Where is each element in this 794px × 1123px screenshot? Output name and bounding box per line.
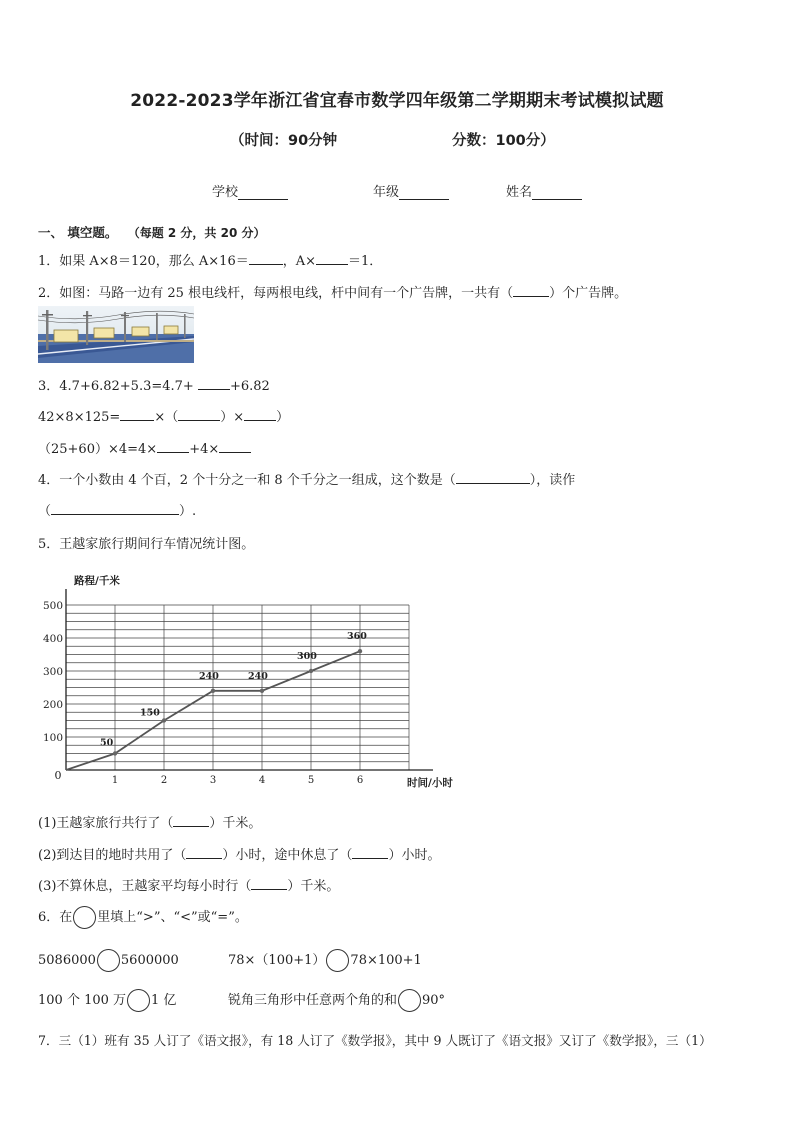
q6-r1-right-a: 78×（100+1） bbox=[228, 953, 326, 968]
y-tick-label: 400 bbox=[42, 633, 63, 645]
school-blank[interactable] bbox=[238, 185, 288, 200]
q1-text-b: ，A× bbox=[282, 254, 317, 269]
question-4-line-1 bbox=[38, 469, 575, 488]
q5-sub2-text-b: ）小时，途中休息了（ bbox=[222, 848, 353, 863]
data-point bbox=[309, 669, 313, 673]
q5-sub2-text-a: (2)到达目的地时共用了（ bbox=[38, 848, 187, 863]
x-tick-label: 1 bbox=[111, 775, 119, 786]
q5-sub3-text-b: ）千米。 bbox=[287, 879, 340, 894]
question-3-line-3 bbox=[38, 438, 251, 457]
q3-blank-2[interactable] bbox=[120, 408, 154, 421]
q5-sub1-text-a: (1)王越家旅行共行了（ bbox=[38, 816, 174, 831]
q3-blank-5[interactable] bbox=[157, 440, 189, 453]
school-field[interactable] bbox=[212, 181, 288, 200]
data-label: 150 bbox=[140, 707, 160, 719]
q6-text-a: 6．在 bbox=[38, 910, 73, 925]
y-tick-label: 300 bbox=[42, 666, 63, 678]
data-point bbox=[113, 751, 117, 755]
section-title: 一、 填空题。 bbox=[38, 225, 118, 240]
q3-blank-3[interactable] bbox=[178, 408, 220, 421]
y-tick-label: 100 bbox=[42, 732, 63, 744]
grade-field[interactable] bbox=[373, 181, 449, 200]
q3-blank-6[interactable] bbox=[219, 440, 251, 453]
compare-circle-icon bbox=[73, 906, 96, 929]
data-label: 360 bbox=[347, 631, 367, 643]
score-label: 分数：100分） bbox=[452, 133, 555, 149]
q3-blank-1[interactable] bbox=[198, 377, 230, 390]
q3-text-2a: 42×8×125= bbox=[38, 410, 121, 425]
name-field[interactable] bbox=[506, 181, 582, 200]
q5-blank-2[interactable] bbox=[186, 846, 222, 859]
q2-text: 2．如图：马路一边有 25 根电线杆，每两根电线，杆中间有一个广告牌，一共有（ bbox=[38, 286, 514, 301]
q1-text-a: 1．如果 A×8＝120，那么 A×16＝ bbox=[38, 254, 249, 269]
data-label: 240 bbox=[248, 670, 268, 682]
q3-text-2b: ×（ bbox=[154, 410, 179, 425]
q2-blank[interactable] bbox=[513, 284, 549, 297]
q6-r2-left-b: 1 亿 bbox=[151, 993, 177, 1008]
school-label: 学校 bbox=[212, 185, 239, 200]
x-tick-label: 4 bbox=[258, 775, 266, 786]
data-point bbox=[260, 689, 264, 693]
question-5-sub-2 bbox=[38, 844, 440, 863]
q1-blank-1[interactable] bbox=[249, 252, 283, 265]
data-label: 240 bbox=[199, 670, 219, 682]
q6-r2-left-a: 100 个 100 万 bbox=[38, 993, 127, 1008]
compare-circle-4[interactable] bbox=[398, 989, 421, 1012]
question-5-sub-3 bbox=[38, 875, 339, 894]
q5-blank-4[interactable] bbox=[251, 877, 287, 890]
q6-r1-right-b: 78×100+1 bbox=[350, 953, 422, 968]
question-5-sub-1 bbox=[38, 812, 261, 831]
compare-circle-2[interactable] bbox=[326, 949, 349, 972]
data-point bbox=[162, 718, 166, 722]
question-6-row-1-left bbox=[38, 949, 179, 972]
q3-text-1a: 3．4.7+6.82+5.3=4.7+ bbox=[38, 379, 198, 394]
q4-blank-1[interactable] bbox=[456, 471, 530, 484]
question-3-line-2 bbox=[38, 406, 289, 425]
q5-blank-3[interactable] bbox=[352, 846, 388, 859]
question-4-line-2 bbox=[38, 500, 196, 519]
q6-r2-right-b: 90° bbox=[422, 993, 446, 1008]
data-point bbox=[211, 689, 215, 693]
q1-blank-2[interactable] bbox=[316, 252, 348, 265]
q5-sub3-text-a: (3)不算休息，王越家平均每小时行（ bbox=[38, 879, 252, 894]
question-3-line-1 bbox=[38, 375, 270, 394]
question-2 bbox=[38, 282, 627, 301]
q3-blank-4[interactable] bbox=[244, 408, 276, 421]
y-axis-title: 路程/千米 bbox=[74, 575, 120, 587]
q6-text-b: 里填上“>”、“<”或“=”。 bbox=[97, 910, 248, 925]
section-heading bbox=[38, 223, 265, 241]
name-label: 姓名 bbox=[506, 185, 533, 200]
compare-circle-3[interactable] bbox=[127, 989, 150, 1012]
q4-text-a: 4．一个小数由 4 个百，2 个十分之一和 8 个千分之一组成，这个数是（ bbox=[38, 473, 456, 488]
q6-r1-left-a: 5086000 bbox=[38, 953, 96, 968]
q4-text-d: ）. bbox=[179, 504, 197, 519]
question-1 bbox=[38, 250, 382, 269]
q3-text-2d: ） bbox=[276, 410, 290, 425]
q3-text-3a: （25+60）×4=4× bbox=[38, 442, 158, 457]
road-photo bbox=[38, 306, 194, 363]
question-6-intro bbox=[38, 906, 248, 929]
data-label: 50 bbox=[100, 737, 114, 749]
compare-circle-1[interactable] bbox=[97, 949, 120, 972]
q5-sub2-text-c: ）小时。 bbox=[388, 848, 441, 863]
section-points: （每题 2 分，共 20 分） bbox=[127, 226, 266, 240]
y-tick-label: 200 bbox=[42, 699, 63, 711]
x-axis-title: 时间/小时 bbox=[407, 777, 453, 789]
q3-text-1b: +6.82 bbox=[229, 379, 270, 394]
data-point bbox=[358, 649, 362, 653]
name-blank[interactable] bbox=[532, 185, 582, 200]
y-tick-label: 500 bbox=[42, 600, 63, 612]
origin-label: 0 bbox=[54, 769, 62, 782]
q6-r2-right-a: 锐角三角形中任意两个角的和 bbox=[228, 993, 398, 1008]
q4-blank-2[interactable] bbox=[51, 502, 179, 515]
q3-text-3b: +4× bbox=[189, 442, 220, 457]
q4-text-c: （ bbox=[38, 504, 52, 519]
question-6-row-2-left bbox=[38, 989, 176, 1012]
x-tick-label: 3 bbox=[209, 775, 217, 786]
x-tick-label: 2 bbox=[160, 775, 168, 786]
grade-blank[interactable] bbox=[399, 185, 449, 200]
page-title: 2022-2023学年浙江省宜春市数学四年级第二学期期末考试模拟试题 bbox=[130, 91, 664, 111]
question-6-row-2-right bbox=[228, 989, 445, 1012]
q3-text-2c: ）× bbox=[220, 410, 245, 425]
q4-text-b: ），读作 bbox=[529, 473, 576, 488]
data-label: 300 bbox=[297, 651, 317, 662]
x-tick-label: 5 bbox=[307, 775, 315, 786]
q5-sub1-text-b: ）千米。 bbox=[209, 816, 262, 831]
q5-blank-1[interactable] bbox=[173, 814, 209, 827]
q1-text-c: ＝1． bbox=[348, 254, 383, 269]
time-label: （时间：90分钟 bbox=[230, 133, 338, 149]
travel-line-chart bbox=[30, 570, 470, 794]
question-7: 7．三（1）班有 35 人订了《语文报》，有 18 人订了《数学报》，其中 9 人既订了《语文报》又订了《数学报》，三（1） bbox=[38, 1033, 712, 1048]
q6-r1-left-b: 5600000 bbox=[120, 953, 179, 968]
x-tick-label: 6 bbox=[356, 775, 364, 786]
q2-text-end: ）个广告牌。 bbox=[549, 286, 628, 301]
question-5-intro: 5．王越家旅行期间行车情况统计图。 bbox=[38, 537, 255, 552]
question-6-row-1-right bbox=[228, 949, 422, 972]
grade-label: 年级 bbox=[373, 185, 400, 200]
